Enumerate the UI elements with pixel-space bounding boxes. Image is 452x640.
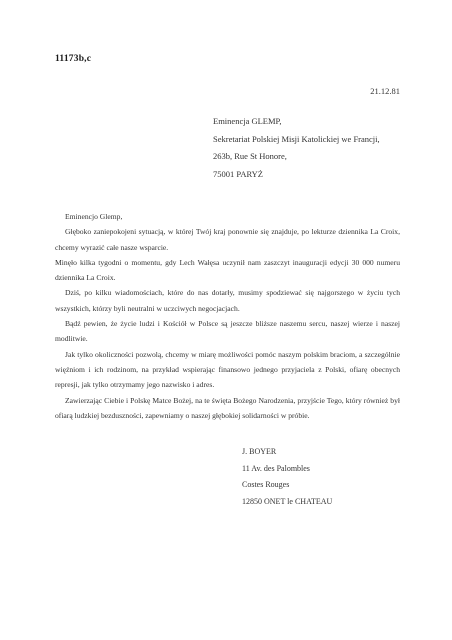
recipient-address [213, 113, 413, 183]
letter-body [55, 209, 400, 423]
paragraph: Zawierzając Ciebie i Polskę Matce Bożej, na te święta Bożego Narodzenia, przyjście Tego, który również był ofiarą ludzkiej bezduszności, zapewniamy o naszej głębokiej solidarności w próbie. [55, 395, 400, 420]
salutation: Eminencjo Glemp, [65, 212, 123, 221]
recipient-line: Eminencja GLEMP, [213, 116, 282, 126]
paragraph: Jak tylko okoliczności pozwolą, chcemy w miarę możliwości pomóc naszym polskim braciom, a szczególnie więźniom i ich rodzinom, na przykład wspierając finansowo jednego przyjaciela z Polski, ofiarę obecnych represji, jak tylko otrzymamy jego nazwisko i adres. [55, 349, 400, 390]
sender-street: 11 Av. des Palombles [242, 463, 310, 473]
sender-place: Costes Rouges [242, 480, 290, 489]
sender-name: J. BOYER [242, 447, 277, 456]
recipient-line: 263b, Rue St Honore, [213, 151, 287, 161]
paragraph: Dziś, po kilku wiadomościach, które do nas dotarły, musimy spodziewać się najgorszego w życiu tych wszystkich, którzy byli neutralni w uczciwych negocjacjach. [55, 288, 400, 313]
recipient-line: 75001 PARYŻ [213, 168, 263, 179]
document-reference: 11173b,c [55, 54, 92, 64]
recipient-line: Sekretariat Polskiej Misji Katolickiej we Francji, [213, 133, 380, 144]
paragraph: Minęło kilka tygodni o momentu, gdy Lech Wałęsa uczynił nam zaszczyt inauguracji edycji 30 000 numeru dziennika La Croix. [55, 257, 400, 283]
paragraph: Bądź pewien, że życie ludzi i Kościół w Polsce są jeszcze bliższe naszemu sercu, naszej wierze i naszej modlitwie. [55, 319, 400, 344]
sender-city: 12850 ONET le CHATEAU [242, 496, 333, 506]
paragraph: Głęboko zaniepokojeni sytuacją, w której Twój kraj ponownie się znajduje, po lekturze dziennika La Croix, chcemy wyrazić całe nasze wsparcie. [55, 227, 400, 252]
letter-date: 21.12.81 [370, 86, 400, 96]
sender-signature [242, 444, 442, 510]
